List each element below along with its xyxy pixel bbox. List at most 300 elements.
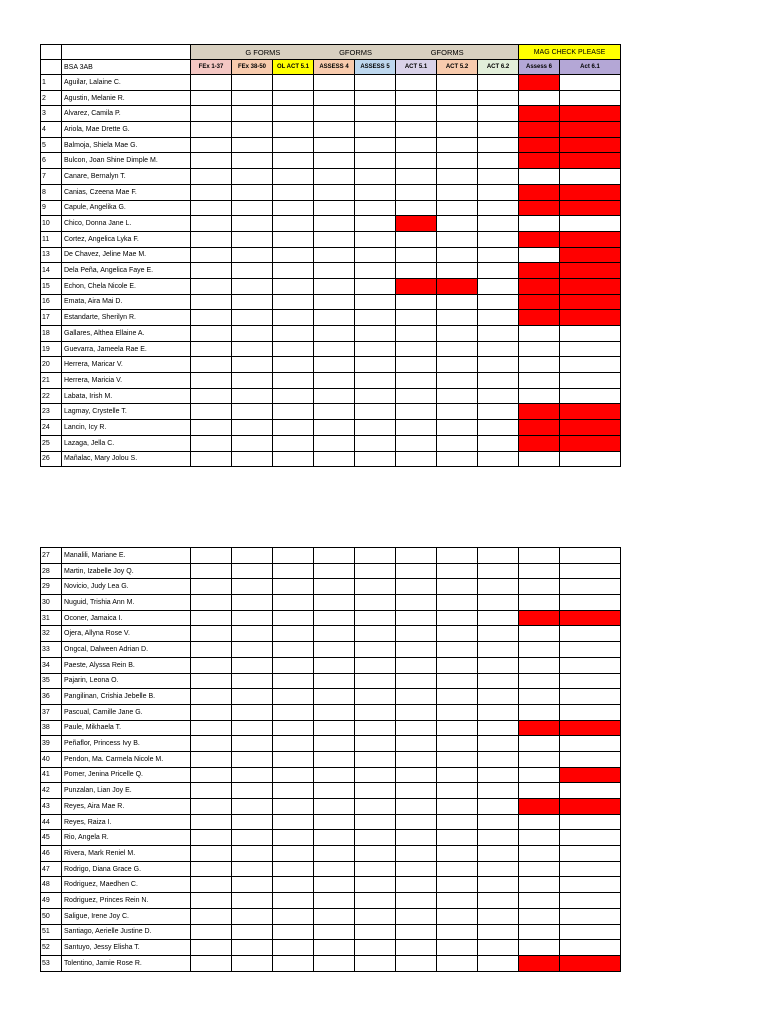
- grade-cell[interactable]: [273, 657, 314, 673]
- grade-cell[interactable]: [314, 247, 355, 263]
- grade-cell[interactable]: [355, 814, 396, 830]
- grade-cell[interactable]: [437, 689, 478, 705]
- missing-flag-cell[interactable]: [519, 231, 560, 247]
- row-number-cell[interactable]: 1: [41, 75, 62, 91]
- grade-cell[interactable]: [478, 626, 519, 642]
- grade-cell[interactable]: [519, 673, 560, 689]
- grade-cell[interactable]: [478, 861, 519, 877]
- grade-cell[interactable]: [478, 940, 519, 956]
- grade-cell[interactable]: [232, 263, 273, 279]
- grade-cell[interactable]: [191, 451, 232, 467]
- grade-cell[interactable]: [519, 814, 560, 830]
- grade-cell[interactable]: [191, 200, 232, 216]
- grade-cell[interactable]: [314, 184, 355, 200]
- grade-cell[interactable]: [519, 751, 560, 767]
- grade-cell[interactable]: [355, 310, 396, 326]
- grade-cell[interactable]: [314, 689, 355, 705]
- grade-cell[interactable]: [273, 216, 314, 232]
- grade-cell[interactable]: [314, 626, 355, 642]
- grade-cell[interactable]: [273, 404, 314, 420]
- grade-cell[interactable]: [560, 689, 621, 705]
- grade-cell[interactable]: [191, 846, 232, 862]
- row-number-cell[interactable]: 20: [41, 357, 62, 373]
- grade-cell[interactable]: [232, 75, 273, 91]
- missing-flag-cell[interactable]: [519, 263, 560, 279]
- grade-cell[interactable]: [478, 704, 519, 720]
- row-number-cell[interactable]: 23: [41, 404, 62, 420]
- missing-flag-cell[interactable]: [437, 278, 478, 294]
- grade-cell[interactable]: [437, 200, 478, 216]
- grade-cell[interactable]: [519, 169, 560, 185]
- grade-cell[interactable]: [437, 75, 478, 91]
- grade-cell[interactable]: [191, 326, 232, 342]
- grade-cell[interactable]: [191, 278, 232, 294]
- student-name-cell[interactable]: Peñaflor, Princess Ivy B.: [62, 736, 191, 752]
- grade-cell[interactable]: [437, 846, 478, 862]
- grade-cell[interactable]: [191, 75, 232, 91]
- grade-cell[interactable]: [191, 263, 232, 279]
- grade-cell[interactable]: [232, 137, 273, 153]
- grade-cell[interactable]: [355, 595, 396, 611]
- row-number-cell[interactable]: 41: [41, 767, 62, 783]
- student-name-cell[interactable]: Pangilinan, Crishia Jebelle B.: [62, 689, 191, 705]
- grade-cell[interactable]: [355, 200, 396, 216]
- row-number-cell[interactable]: 37: [41, 704, 62, 720]
- column-header-act-5-2[interactable]: ACT 5.2: [437, 60, 478, 75]
- grade-cell[interactable]: [396, 830, 437, 846]
- grade-cell[interactable]: [232, 341, 273, 357]
- grade-cell[interactable]: [478, 310, 519, 326]
- grade-cell[interactable]: [191, 940, 232, 956]
- grade-cell[interactable]: [314, 579, 355, 595]
- grade-cell[interactable]: [478, 216, 519, 232]
- grade-cell[interactable]: [273, 451, 314, 467]
- student-name-cell[interactable]: Pendon, Ma. Carmela Nicole M.: [62, 751, 191, 767]
- grade-cell[interactable]: [273, 861, 314, 877]
- grade-cell[interactable]: [191, 294, 232, 310]
- student-name-cell[interactable]: Rodriguez, Princes Rein N.: [62, 893, 191, 909]
- grade-cell[interactable]: [396, 184, 437, 200]
- row-number-cell[interactable]: 46: [41, 846, 62, 862]
- grade-cell[interactable]: [355, 673, 396, 689]
- student-name-cell[interactable]: Reyes, Raiza I.: [62, 814, 191, 830]
- grade-cell[interactable]: [355, 751, 396, 767]
- student-name-cell[interactable]: Martin, Izabelle Joy Q.: [62, 563, 191, 579]
- grade-cell[interactable]: [232, 310, 273, 326]
- grade-cell[interactable]: [396, 940, 437, 956]
- missing-flag-cell[interactable]: [560, 720, 621, 736]
- row-number-cell[interactable]: 36: [41, 689, 62, 705]
- row-number-cell[interactable]: 35: [41, 673, 62, 689]
- grade-cell[interactable]: [232, 216, 273, 232]
- grade-cell[interactable]: [273, 388, 314, 404]
- grade-cell[interactable]: [232, 184, 273, 200]
- grade-cell[interactable]: [478, 955, 519, 971]
- grade-cell[interactable]: [560, 548, 621, 564]
- student-name-cell[interactable]: Ojera, Allyna Rose V.: [62, 626, 191, 642]
- num-header-cell[interactable]: [41, 60, 62, 75]
- grade-cell[interactable]: [314, 893, 355, 909]
- grade-cell[interactable]: [273, 924, 314, 940]
- grade-cell[interactable]: [396, 908, 437, 924]
- class-name-cell[interactable]: BSA 3AB: [62, 60, 191, 75]
- missing-flag-cell[interactable]: [560, 247, 621, 263]
- student-name-cell[interactable]: Nuguid, Trishia Ann M.: [62, 595, 191, 611]
- student-name-cell[interactable]: Mañalac, Mary Jolou S.: [62, 451, 191, 467]
- grade-cell[interactable]: [314, 955, 355, 971]
- grade-cell[interactable]: [519, 736, 560, 752]
- grade-cell[interactable]: [273, 137, 314, 153]
- grade-cell[interactable]: [519, 563, 560, 579]
- grade-cell[interactable]: [355, 704, 396, 720]
- missing-flag-cell[interactable]: [560, 404, 621, 420]
- grade-cell[interactable]: [355, 216, 396, 232]
- grade-cell[interactable]: [355, 548, 396, 564]
- missing-flag-cell[interactable]: [560, 153, 621, 169]
- row-number-cell[interactable]: 51: [41, 924, 62, 940]
- grade-cell[interactable]: [314, 846, 355, 862]
- missing-flag-cell[interactable]: [560, 610, 621, 626]
- row-number-cell[interactable]: 52: [41, 940, 62, 956]
- grade-cell[interactable]: [314, 767, 355, 783]
- grade-cell[interactable]: [273, 846, 314, 862]
- grade-cell[interactable]: [355, 278, 396, 294]
- student-name-cell[interactable]: Dela Peña, Angelica Faye E.: [62, 263, 191, 279]
- grade-cell[interactable]: [396, 626, 437, 642]
- student-name-cell[interactable]: Pascual, Camille Jane G.: [62, 704, 191, 720]
- student-name-cell[interactable]: Aguilar, Lalaine C.: [62, 75, 191, 91]
- student-name-cell[interactable]: Lazaga, Jella C.: [62, 435, 191, 451]
- grade-cell[interactable]: [396, 595, 437, 611]
- row-number-cell[interactable]: 15: [41, 278, 62, 294]
- row-number-cell[interactable]: 32: [41, 626, 62, 642]
- grade-cell[interactable]: [355, 736, 396, 752]
- grade-cell[interactable]: [560, 75, 621, 91]
- grade-cell[interactable]: [519, 908, 560, 924]
- grade-cell[interactable]: [478, 689, 519, 705]
- grade-cell[interactable]: [191, 610, 232, 626]
- grade-cell[interactable]: [314, 435, 355, 451]
- grade-cell[interactable]: [314, 90, 355, 106]
- grade-cell[interactable]: [396, 861, 437, 877]
- grade-cell[interactable]: [437, 908, 478, 924]
- grade-cell[interactable]: [478, 846, 519, 862]
- grade-cell[interactable]: [519, 548, 560, 564]
- grade-cell[interactable]: [560, 341, 621, 357]
- grade-cell[interactable]: [273, 548, 314, 564]
- grade-cell[interactable]: [232, 704, 273, 720]
- grade-cell[interactable]: [396, 924, 437, 940]
- grade-cell[interactable]: [314, 404, 355, 420]
- grade-cell[interactable]: [314, 642, 355, 658]
- grade-cell[interactable]: [232, 751, 273, 767]
- grade-cell[interactable]: [560, 814, 621, 830]
- grade-cell[interactable]: [232, 846, 273, 862]
- grade-cell[interactable]: [191, 783, 232, 799]
- grade-cell[interactable]: [232, 388, 273, 404]
- missing-flag-cell[interactable]: [560, 435, 621, 451]
- student-name-cell[interactable]: Santiago, Aerielle Justine D.: [62, 924, 191, 940]
- grade-cell[interactable]: [396, 310, 437, 326]
- grade-cell[interactable]: [437, 137, 478, 153]
- student-name-cell[interactable]: Ariola, Mae Drette G.: [62, 122, 191, 138]
- grade-cell[interactable]: [396, 341, 437, 357]
- grade-cell[interactable]: [437, 548, 478, 564]
- grade-cell[interactable]: [314, 830, 355, 846]
- grade-cell[interactable]: [273, 231, 314, 247]
- grade-cell[interactable]: [314, 940, 355, 956]
- grade-cell[interactable]: [191, 231, 232, 247]
- row-number-cell[interactable]: 39: [41, 736, 62, 752]
- grade-cell[interactable]: [314, 231, 355, 247]
- missing-flag-cell[interactable]: [519, 720, 560, 736]
- grade-cell[interactable]: [396, 247, 437, 263]
- grade-cell[interactable]: [519, 877, 560, 893]
- grade-cell[interactable]: [191, 404, 232, 420]
- grade-cell[interactable]: [560, 736, 621, 752]
- grade-cell[interactable]: [355, 137, 396, 153]
- grade-cell[interactable]: [355, 184, 396, 200]
- student-name-cell[interactable]: Guevarra, Jameela Rae E.: [62, 341, 191, 357]
- grade-cell[interactable]: [478, 908, 519, 924]
- grade-cell[interactable]: [519, 326, 560, 342]
- grade-cell[interactable]: [355, 610, 396, 626]
- grade-cell[interactable]: [437, 169, 478, 185]
- grade-cell[interactable]: [355, 90, 396, 106]
- grade-cell[interactable]: [478, 720, 519, 736]
- grade-cell[interactable]: [478, 184, 519, 200]
- grade-cell[interactable]: [191, 153, 232, 169]
- column-header-assess-4[interactable]: ASSESS 4: [314, 60, 355, 75]
- grade-cell[interactable]: [355, 657, 396, 673]
- grade-cell[interactable]: [519, 783, 560, 799]
- student-name-cell[interactable]: Manalili, Mariane E.: [62, 548, 191, 564]
- grade-cell[interactable]: [355, 388, 396, 404]
- grade-cell[interactable]: [519, 940, 560, 956]
- grade-cell[interactable]: [191, 435, 232, 451]
- grade-cell[interactable]: [355, 830, 396, 846]
- grade-cell[interactable]: [314, 908, 355, 924]
- grade-cell[interactable]: [478, 451, 519, 467]
- grade-cell[interactable]: [560, 830, 621, 846]
- missing-flag-cell[interactable]: [519, 610, 560, 626]
- grade-cell[interactable]: [191, 657, 232, 673]
- grade-cell[interactable]: [314, 326, 355, 342]
- grade-cell[interactable]: [355, 783, 396, 799]
- row-number-cell[interactable]: 29: [41, 579, 62, 595]
- student-name-cell[interactable]: Bulcon, Joan Shine Dimple M.: [62, 153, 191, 169]
- grade-cell[interactable]: [560, 940, 621, 956]
- grade-cell[interactable]: [478, 294, 519, 310]
- grade-cell[interactable]: [191, 357, 232, 373]
- row-number-cell[interactable]: 4: [41, 122, 62, 138]
- grade-cell[interactable]: [519, 924, 560, 940]
- grade-cell[interactable]: [519, 247, 560, 263]
- row-number-cell[interactable]: 7: [41, 169, 62, 185]
- grade-cell[interactable]: [560, 373, 621, 389]
- row-number-cell[interactable]: 8: [41, 184, 62, 200]
- missing-flag-cell[interactable]: [396, 278, 437, 294]
- row-number-cell[interactable]: 25: [41, 435, 62, 451]
- grade-cell[interactable]: [191, 893, 232, 909]
- missing-flag-cell[interactable]: [519, 75, 560, 91]
- column-header-fex-38-50[interactable]: FEx 38-50: [232, 60, 273, 75]
- student-name-cell[interactable]: Reyes, Aira Mae R.: [62, 799, 191, 815]
- grade-cell[interactable]: [437, 184, 478, 200]
- grade-cell[interactable]: [191, 388, 232, 404]
- grade-cell[interactable]: [191, 247, 232, 263]
- grade-cell[interactable]: [437, 877, 478, 893]
- missing-flag-cell[interactable]: [560, 106, 621, 122]
- grade-cell[interactable]: [273, 357, 314, 373]
- grade-cell[interactable]: [437, 626, 478, 642]
- grade-cell[interactable]: [273, 200, 314, 216]
- corner-cell[interactable]: [41, 45, 62, 60]
- row-number-cell[interactable]: 2: [41, 90, 62, 106]
- grade-cell[interactable]: [437, 720, 478, 736]
- grade-cell[interactable]: [314, 388, 355, 404]
- grade-cell[interactable]: [355, 955, 396, 971]
- grade-cell[interactable]: [478, 924, 519, 940]
- grade-cell[interactable]: [314, 106, 355, 122]
- row-number-cell[interactable]: 3: [41, 106, 62, 122]
- grade-cell[interactable]: [396, 704, 437, 720]
- grade-cell[interactable]: [519, 689, 560, 705]
- row-number-cell[interactable]: 34: [41, 657, 62, 673]
- grade-cell[interactable]: [191, 373, 232, 389]
- grade-cell[interactable]: [273, 940, 314, 956]
- grade-cell[interactable]: [355, 153, 396, 169]
- grade-cell[interactable]: [478, 877, 519, 893]
- grade-cell[interactable]: [273, 184, 314, 200]
- grade-cell[interactable]: [396, 955, 437, 971]
- student-name-cell[interactable]: Rivera, Mark Reniel M.: [62, 846, 191, 862]
- grade-cell[interactable]: [478, 893, 519, 909]
- grade-cell[interactable]: [478, 153, 519, 169]
- forms-group-header[interactable]: [191, 45, 519, 60]
- blank-header-cell[interactable]: [62, 45, 191, 60]
- grade-cell[interactable]: [396, 420, 437, 436]
- column-header-assess-6[interactable]: Assess 6: [519, 60, 560, 75]
- grade-cell[interactable]: [355, 263, 396, 279]
- grade-cell[interactable]: [560, 579, 621, 595]
- grade-cell[interactable]: [232, 830, 273, 846]
- grade-cell[interactable]: [437, 830, 478, 846]
- grade-cell[interactable]: [478, 610, 519, 626]
- grade-cell[interactable]: [232, 689, 273, 705]
- grade-cell[interactable]: [314, 137, 355, 153]
- grade-cell[interactable]: [232, 357, 273, 373]
- grade-cell[interactable]: [355, 861, 396, 877]
- grade-cell[interactable]: [437, 783, 478, 799]
- grade-cell[interactable]: [191, 595, 232, 611]
- grade-cell[interactable]: [396, 548, 437, 564]
- grade-cell[interactable]: [519, 704, 560, 720]
- grade-cell[interactable]: [273, 310, 314, 326]
- grade-cell[interactable]: [355, 294, 396, 310]
- grade-cell[interactable]: [273, 830, 314, 846]
- row-number-cell[interactable]: 50: [41, 908, 62, 924]
- grade-cell[interactable]: [478, 548, 519, 564]
- grade-cell[interactable]: [560, 169, 621, 185]
- student-name-cell[interactable]: Alvarez, Camila P.: [62, 106, 191, 122]
- grade-cell[interactable]: [437, 736, 478, 752]
- grade-cell[interactable]: [273, 814, 314, 830]
- grade-cell[interactable]: [314, 673, 355, 689]
- grade-cell[interactable]: [232, 579, 273, 595]
- grade-cell[interactable]: [232, 657, 273, 673]
- grade-cell[interactable]: [437, 404, 478, 420]
- student-name-cell[interactable]: Rio, Angela R.: [62, 830, 191, 846]
- grade-cell[interactable]: [478, 75, 519, 91]
- grade-cell[interactable]: [314, 861, 355, 877]
- missing-flag-cell[interactable]: [560, 310, 621, 326]
- missing-flag-cell[interactable]: [560, 767, 621, 783]
- grade-cell[interactable]: [560, 451, 621, 467]
- missing-flag-cell[interactable]: [519, 799, 560, 815]
- grade-cell[interactable]: [519, 216, 560, 232]
- grade-cell[interactable]: [519, 388, 560, 404]
- missing-flag-cell[interactable]: [519, 435, 560, 451]
- grade-cell[interactable]: [191, 767, 232, 783]
- grade-cell[interactable]: [396, 404, 437, 420]
- row-number-cell[interactable]: 26: [41, 451, 62, 467]
- grade-cell[interactable]: [355, 404, 396, 420]
- missing-flag-cell[interactable]: [519, 310, 560, 326]
- grade-cell[interactable]: [273, 75, 314, 91]
- row-number-cell[interactable]: 17: [41, 310, 62, 326]
- grade-cell[interactable]: [437, 610, 478, 626]
- row-number-cell[interactable]: 33: [41, 642, 62, 658]
- grade-cell[interactable]: [478, 137, 519, 153]
- grade-cell[interactable]: [478, 783, 519, 799]
- missing-flag-cell[interactable]: [519, 122, 560, 138]
- grade-cell[interactable]: [191, 736, 232, 752]
- grade-cell[interactable]: [273, 563, 314, 579]
- grade-cell[interactable]: [232, 294, 273, 310]
- grade-cell[interactable]: [560, 216, 621, 232]
- grade-cell[interactable]: [396, 767, 437, 783]
- grade-cell[interactable]: [191, 955, 232, 971]
- grade-cell[interactable]: [273, 263, 314, 279]
- grade-cell[interactable]: [355, 231, 396, 247]
- grade-cell[interactable]: [396, 451, 437, 467]
- student-name-cell[interactable]: Balmoja, Shiela Mae G.: [62, 137, 191, 153]
- grade-cell[interactable]: [273, 610, 314, 626]
- grade-cell[interactable]: [232, 814, 273, 830]
- grade-cell[interactable]: [232, 326, 273, 342]
- grade-cell[interactable]: [355, 420, 396, 436]
- grade-cell[interactable]: [314, 720, 355, 736]
- grade-cell[interactable]: [437, 106, 478, 122]
- grade-cell[interactable]: [273, 579, 314, 595]
- grade-cell[interactable]: [273, 420, 314, 436]
- grade-cell[interactable]: [396, 326, 437, 342]
- missing-flag-cell[interactable]: [560, 955, 621, 971]
- grade-cell[interactable]: [478, 373, 519, 389]
- grade-cell[interactable]: [314, 610, 355, 626]
- grade-cell[interactable]: [314, 877, 355, 893]
- grade-cell[interactable]: [232, 799, 273, 815]
- row-number-cell[interactable]: 45: [41, 830, 62, 846]
- grade-cell[interactable]: [478, 122, 519, 138]
- grade-cell[interactable]: [437, 751, 478, 767]
- row-number-cell[interactable]: 49: [41, 893, 62, 909]
- student-name-cell[interactable]: Punzalan, Lian Joy E.: [62, 783, 191, 799]
- grade-cell[interactable]: [396, 231, 437, 247]
- grade-cell[interactable]: [560, 783, 621, 799]
- grade-cell[interactable]: [191, 216, 232, 232]
